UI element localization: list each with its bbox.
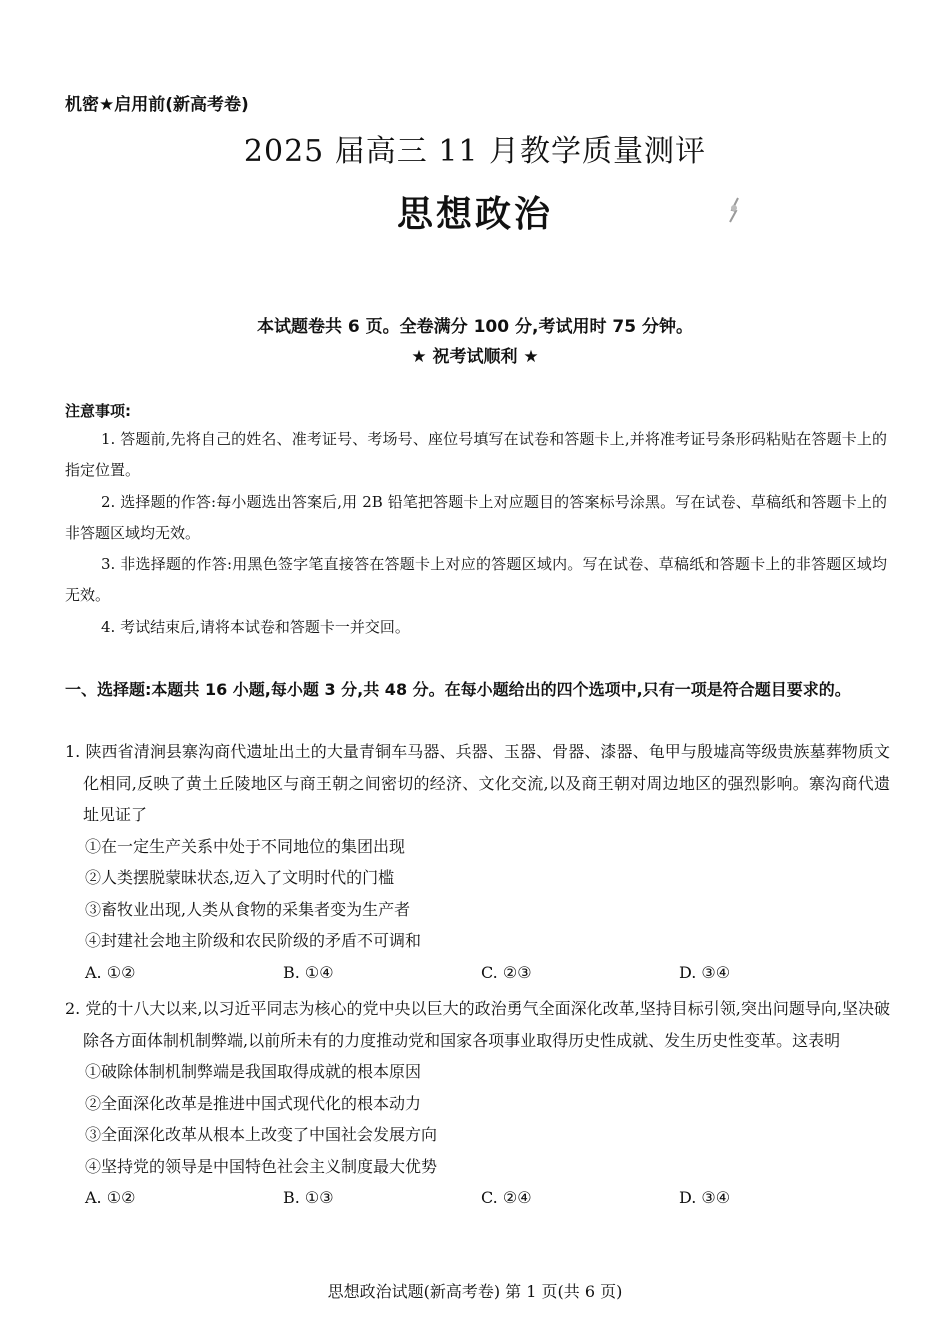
option-d: D. ③④ <box>679 1188 731 1207</box>
statement-item: ③全面深化改革从根本上改变了中国社会发展方向 <box>85 1125 438 1144</box>
question-2 <box>65 993 890 1214</box>
notice-item: 3. 非选择题的作答:用黑色签字笔直接答在答题卡上对应的答题区域内。写在试卷、草稿纸和答题卡上的非答题区域均无效。 <box>65 555 887 604</box>
statement-item: ③畜牧业出现,人类从食物的采集者变为生产者 <box>85 899 411 919</box>
section-heading: 一、选择题:本题共 16 小题,每小题 3 分,共 48 分。在每小题给出的四个选项中,只有一项是符合题目要求的。 <box>65 680 851 699</box>
option-b: B. ①④ <box>283 962 334 982</box>
notice-item: 1. 答题前,先将自己的姓名、准考证号、考场号、座位号填写在试卷和答题卡上,并将准考证号条形码粘贴在答题卡上的指定位置。 <box>65 430 887 479</box>
notice-item: 2. 选择题的作答:每小题选出答案后,用 2B 铅笔把答题卡上对应题目的答案标号涂黑。写在试卷、草稿纸和答题卡上的非答题区域均无效。 <box>65 493 887 542</box>
question-stem: 2. 党的十八大以来,以习近平同志为核心的党中央以巨大的政治勇气全面深化改革,坚持目标引领,突出问题导向,坚决破除各方面体制机制弊端,以前所未有的力度推动党和国家各项事业取得历史性成就、发生历史性变革。这表明 <box>65 999 890 1050</box>
statement-item: ②人类摆脱蒙昧状态,迈入了文明时代的门槛 <box>85 868 395 887</box>
question-stem: 1. 陕西省清涧县寨沟商代遗址出土的大量青铜车马器、兵器、玉器、骨器、漆器、龟甲与殷墟高等级贵族墓葬物质文化相同,反映了黄土丘陵地区与商王朝之间密切的经济、文化交流,以及商王朝对周边地区的强烈影响。寨沟商代遗址见证了 <box>65 742 890 824</box>
notice-item: 4. 考试结束后,请将本试卷和答题卡一并交回。 <box>101 618 410 636</box>
exam-title: 2025 届高三 11 月教学质量测评 <box>243 134 707 169</box>
confidential-label: 机密★启用前(新高考卷) <box>65 95 249 115</box>
statement-item: ④坚持党的领导是中国特色社会主义制度最大优势 <box>85 1156 438 1176</box>
statement-item: ①破除体制机制弊端是我国取得成就的根本原因 <box>85 1062 422 1081</box>
option-a: A. ①② <box>85 1188 136 1207</box>
scan-smudge <box>724 196 744 224</box>
statement-item: ②全面深化改革是推进中国式现代化的根本动力 <box>85 1093 422 1113</box>
answer-options <box>65 957 890 989</box>
option-c: C. ②④ <box>481 1188 532 1207</box>
good-luck-line: ★ 祝考试顺利 ★ <box>411 347 539 367</box>
statement-item: ①在一定生产关系中处于不同地位的集团出现 <box>85 836 406 856</box>
subject-title: 思想政治 <box>396 194 553 235</box>
exam-summary: 本试题卷共 6 页。全卷满分 100 分,考试用时 75 分钟。 <box>257 317 693 337</box>
option-b: B. ①③ <box>283 1188 334 1207</box>
question-1 <box>65 736 890 988</box>
option-c: C. ②③ <box>481 962 532 982</box>
page-footer: 思想政治试题(新高考卷) 第 1 页(共 6 页) <box>327 1282 623 1301</box>
notice-heading: 注意事项: <box>65 402 131 420</box>
option-a: A. ①② <box>85 962 136 982</box>
answer-options <box>65 1182 890 1214</box>
option-d: D. ③④ <box>679 962 731 982</box>
statement-item: ④封建社会地主阶级和农民阶级的矛盾不可调和 <box>85 931 422 950</box>
